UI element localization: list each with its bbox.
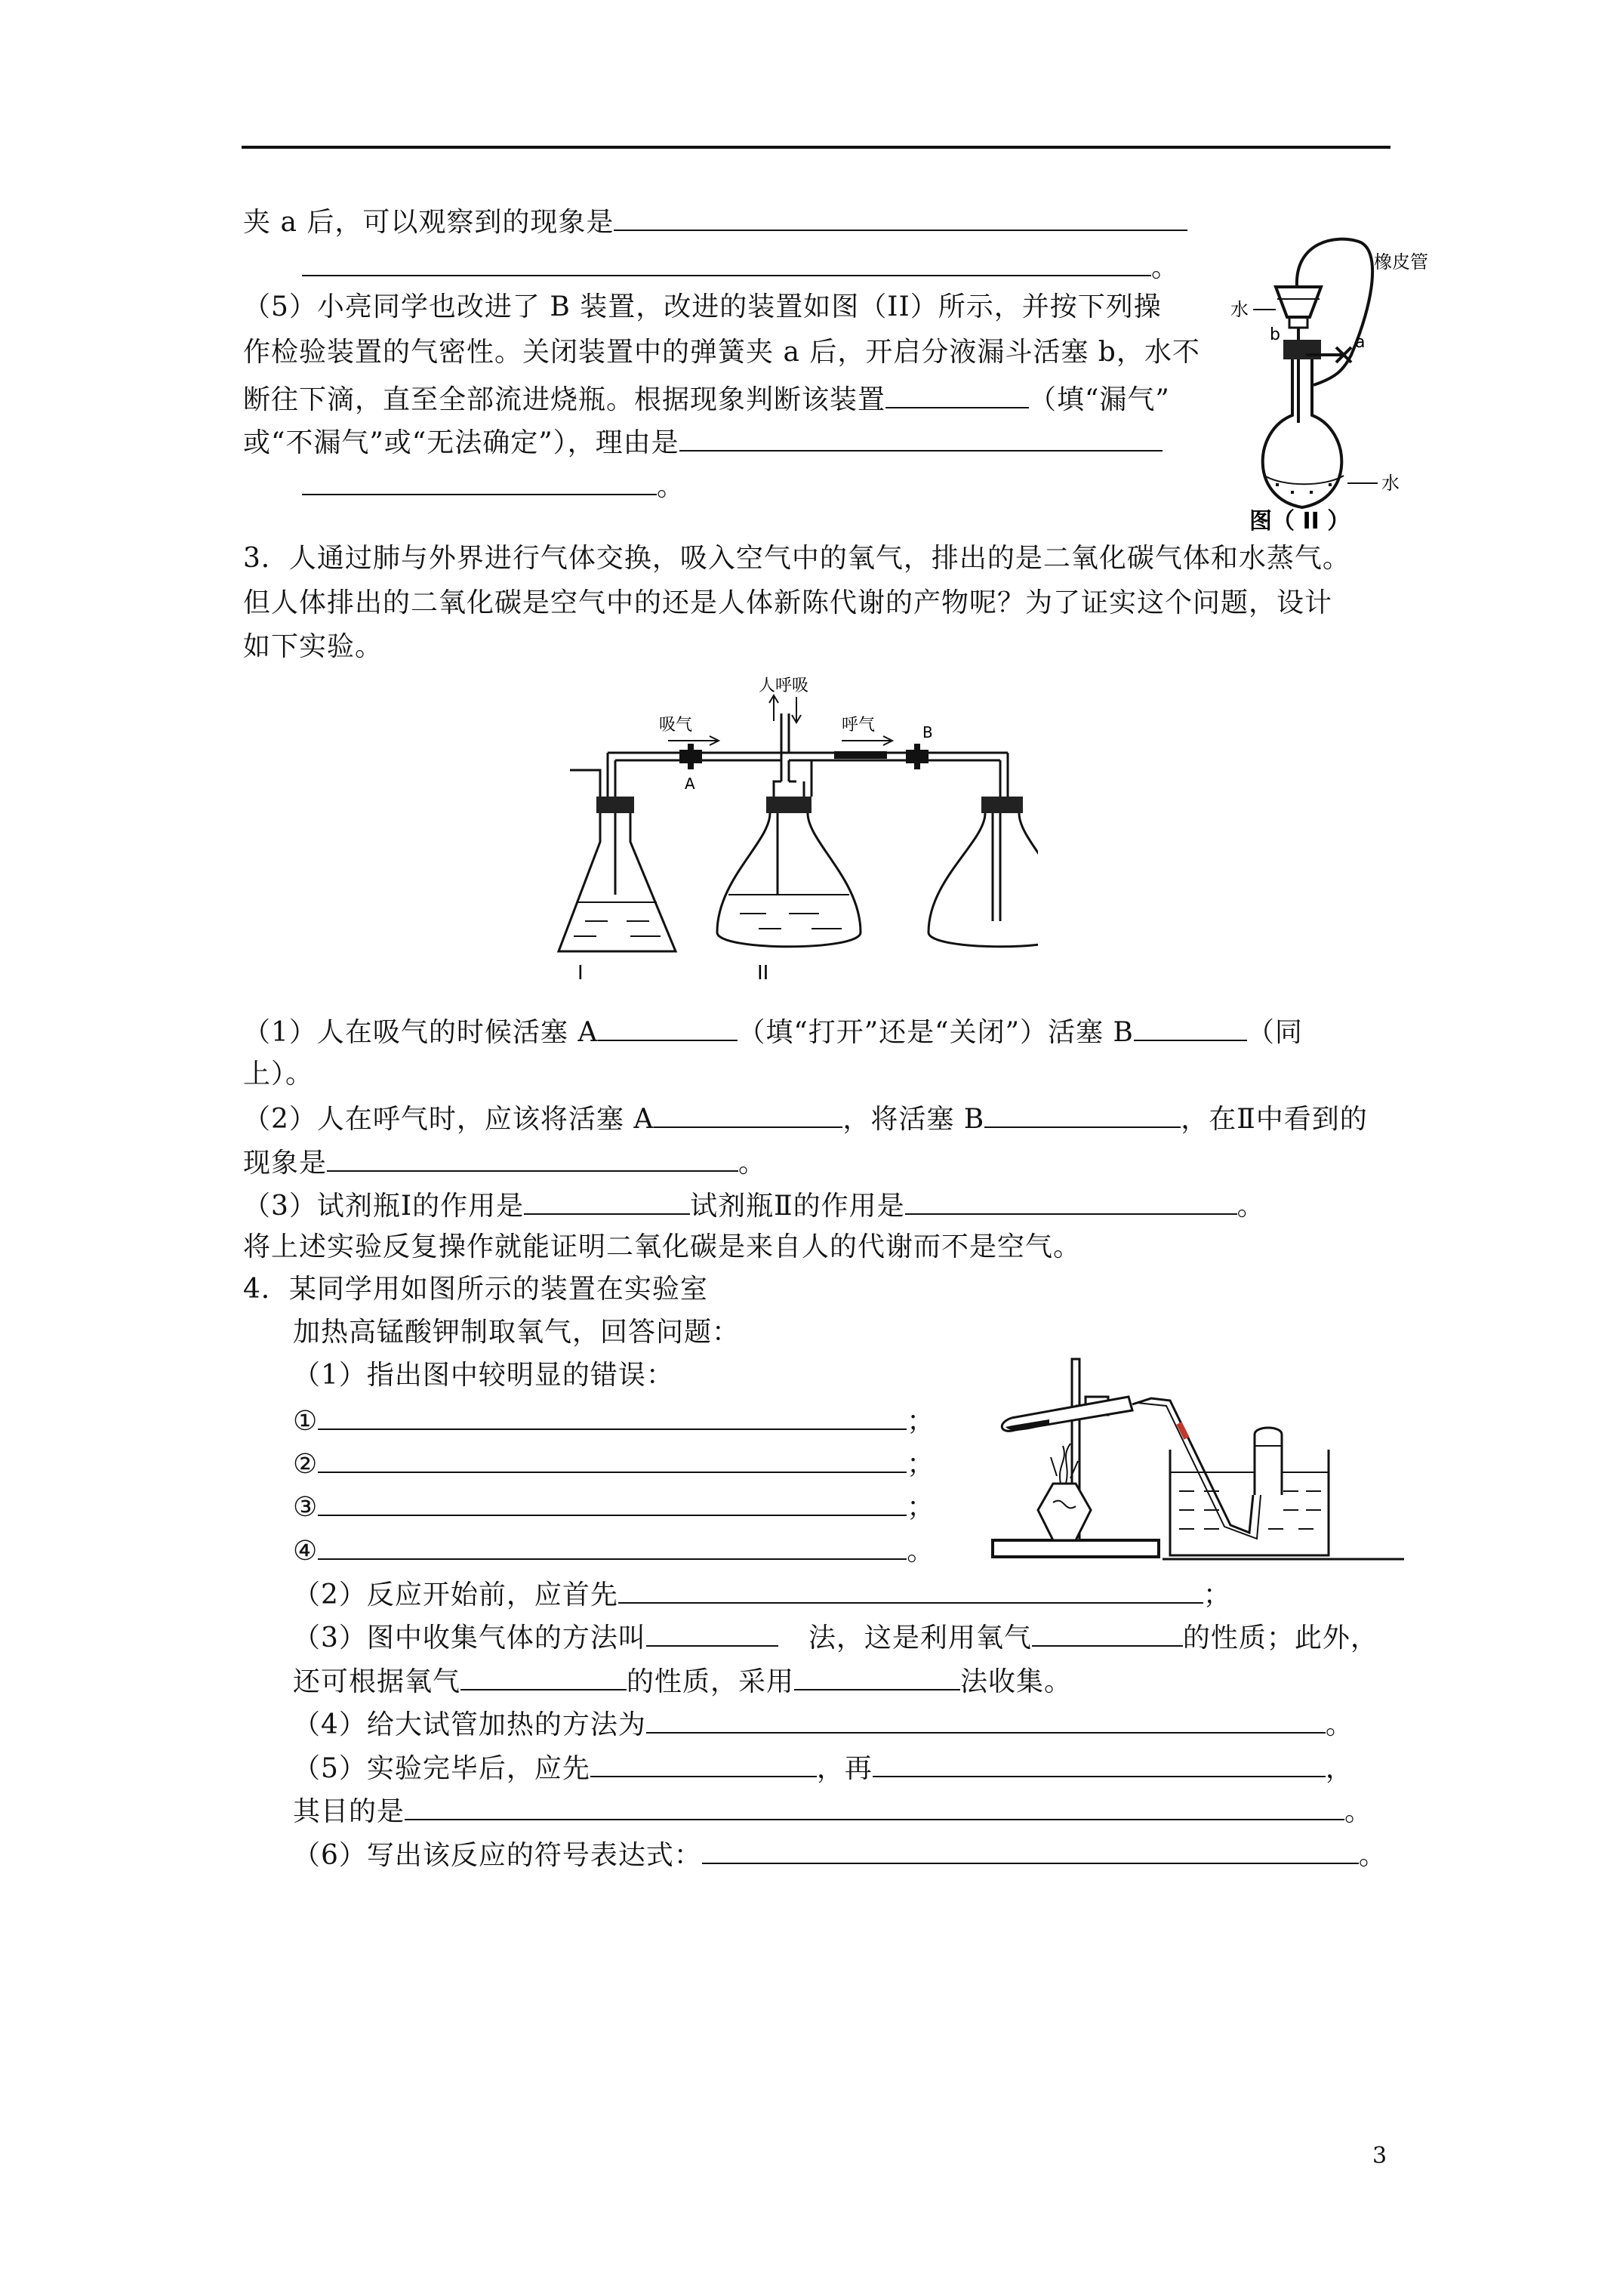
answer-blank[interactable] bbox=[873, 1750, 1326, 1777]
rubber-tube bbox=[1297, 239, 1372, 385]
q4-sub5 bbox=[293, 1750, 1354, 1786]
figure-ii-caption: 图（ II ） bbox=[1249, 508, 1350, 535]
q2-p5-line3-text: 断往下滴，直至全部流进烧瓶。根据现象判断该装置 bbox=[243, 384, 886, 415]
punct: 。 bbox=[738, 1148, 767, 1179]
label-a: a bbox=[1355, 333, 1366, 352]
q3-conclusion: 将上述实验反复操作就能证明二氧化碳是来自人的代谢而不是空气。 bbox=[243, 1231, 1082, 1262]
answer-blank[interactable] bbox=[302, 249, 1151, 276]
circled-2: ② bbox=[293, 1449, 319, 1480]
punct: 。 bbox=[1151, 252, 1180, 283]
flask-iii bbox=[929, 813, 1038, 947]
answer-blank[interactable] bbox=[1032, 1620, 1183, 1647]
q3-sub1-b: （填“打开”还是“关闭”）活塞 B bbox=[738, 1017, 1134, 1048]
flask-i bbox=[559, 813, 676, 951]
label-rubber-tube: 橡皮管 bbox=[1374, 251, 1428, 273]
figure-ii-apparatus bbox=[1223, 227, 1472, 536]
q4-err4 bbox=[293, 1533, 935, 1568]
punct: 。 bbox=[907, 1536, 935, 1567]
stopper-iii bbox=[981, 797, 1023, 813]
q3-line1: 3．人通过肺与外界进行气体交换，吸入空气中的氧气，排出的是二氧化碳气体和水蒸气。 bbox=[243, 543, 1350, 574]
q2-p5-line2: 作检验装置的气密性。关闭装置中的弹簧夹 a 后，开启分液漏斗活塞 b，水不 bbox=[243, 337, 1200, 368]
punct: ； bbox=[907, 1449, 935, 1480]
stand-base bbox=[993, 1540, 1159, 1557]
answer-blank[interactable] bbox=[654, 1101, 842, 1128]
stopcock-b bbox=[1289, 317, 1307, 328]
arrow-up-icon bbox=[769, 695, 778, 721]
label-water-bottom: 水 bbox=[1381, 473, 1400, 494]
q2-line1-text: 夹 a 后，可以观察到的现象是 bbox=[243, 207, 614, 238]
label-flask-i: I bbox=[577, 962, 584, 985]
q3-sub1-cont: 上）。 bbox=[243, 1059, 314, 1089]
q2-p5-line5 bbox=[302, 468, 685, 504]
q4-sub6-a: （6）写出该反应的符号表达式： bbox=[293, 1840, 702, 1871]
q4-sub3 bbox=[293, 1620, 1378, 1655]
q4-sub5-cont bbox=[293, 1793, 1372, 1829]
q4-err3 bbox=[293, 1489, 935, 1524]
label-water-top: 水 bbox=[1230, 299, 1249, 320]
q3-line3: 如下实验。 bbox=[243, 631, 383, 662]
answer-blank[interactable] bbox=[646, 1706, 1326, 1734]
punct: ； bbox=[1203, 1579, 1231, 1610]
answer-blank[interactable] bbox=[984, 1101, 1181, 1128]
q2-line2 bbox=[302, 249, 1179, 285]
q2-line1 bbox=[243, 204, 1187, 239]
q3-sub2-b: ，将活塞 B bbox=[842, 1104, 985, 1135]
figure-oxygen-apparatus bbox=[981, 1351, 1404, 1570]
answer-blank[interactable] bbox=[318, 1533, 907, 1560]
q4-err2 bbox=[293, 1446, 935, 1481]
answer-blank[interactable] bbox=[614, 204, 1187, 231]
label-flask-ii: II bbox=[757, 962, 769, 985]
q4-line1: 4．某同学用如图所示的装置在实验室 bbox=[243, 1274, 708, 1305]
answer-blank[interactable] bbox=[524, 1188, 690, 1215]
q4-sub3-c: 的性质；此外， bbox=[1182, 1623, 1378, 1653]
answer-blank[interactable] bbox=[618, 1576, 1203, 1604]
q3-sub3-a: （3）试剂瓶Ⅰ的作用是 bbox=[243, 1191, 525, 1222]
circled-4: ④ bbox=[293, 1536, 319, 1567]
answer-blank[interactable] bbox=[905, 1188, 1237, 1215]
q2-p5-line3 bbox=[243, 381, 1170, 417]
q3-sub1 bbox=[243, 1014, 1303, 1049]
punct: 。 bbox=[1325, 1709, 1354, 1740]
collecting-bottle bbox=[1255, 1428, 1282, 1495]
answer-blank[interactable] bbox=[327, 1145, 738, 1172]
q2-p5-line1: （5）小亮同学也改进了 B 装置，改进的装置如图（II）所示，并按下列操 bbox=[243, 291, 1162, 322]
answer-blank[interactable] bbox=[302, 468, 657, 495]
stopper bbox=[1283, 340, 1321, 359]
q4-sub4-a: （4）给大试管加热的方法为 bbox=[293, 1709, 646, 1740]
flask-ii bbox=[717, 813, 861, 947]
answer-blank[interactable] bbox=[598, 1014, 738, 1041]
circled-1: ① bbox=[293, 1406, 319, 1437]
label-b: b bbox=[1270, 325, 1280, 344]
q4-line2: 加热高锰酸钾制取氧气，回答问题： bbox=[293, 1317, 741, 1348]
q3-sub2-a: （2）人在呼气时，应该将活塞 A bbox=[243, 1104, 654, 1135]
q2-p5-line4 bbox=[243, 424, 1163, 460]
q4-sub3-d: 还可根据氧气 bbox=[293, 1666, 461, 1697]
label-exhale: 呼气 bbox=[842, 716, 876, 735]
q3-sub1-c: （同 bbox=[1246, 1017, 1303, 1048]
label-human-breathing: 人呼吸 bbox=[759, 676, 809, 695]
arrow-down-icon bbox=[792, 697, 801, 723]
answer-blank[interactable] bbox=[646, 1620, 778, 1647]
stopper-ii bbox=[766, 797, 812, 813]
q3-sub2 bbox=[243, 1101, 1368, 1136]
q3-sub1-a: （1）人在吸气的时候活塞 A bbox=[243, 1017, 599, 1048]
stopper-i bbox=[596, 797, 634, 813]
q2-p5-line3-tail: （填“漏气” bbox=[1029, 384, 1170, 415]
answer-blank[interactable] bbox=[679, 424, 1163, 451]
header-rule bbox=[242, 146, 1390, 149]
q3-sub3-b: 试剂瓶Ⅱ的作用是 bbox=[690, 1191, 905, 1222]
answer-blank[interactable] bbox=[794, 1663, 960, 1690]
q4-sub5-a: （5）实验完毕后，应先 bbox=[293, 1753, 590, 1784]
answer-blank[interactable] bbox=[885, 381, 1029, 408]
punct: ， bbox=[1325, 1753, 1354, 1784]
label-valve-a: A bbox=[685, 775, 695, 793]
q3-sub2-cont bbox=[243, 1145, 766, 1180]
answer-blank[interactable] bbox=[318, 1446, 907, 1473]
q3-sub2-d: 现象是 bbox=[243, 1148, 328, 1179]
q2-p5-line4-text: 或“不漏气”或“无法确定”），理由是 bbox=[243, 427, 679, 458]
alcohol-lamp bbox=[1038, 1484, 1091, 1540]
answer-blank[interactable] bbox=[702, 1837, 1359, 1864]
answer-blank[interactable] bbox=[1134, 1014, 1247, 1041]
punct: 。 bbox=[657, 471, 685, 502]
q3-sub2-c: ，在Ⅱ中看到的 bbox=[1181, 1104, 1368, 1135]
circled-3: ③ bbox=[293, 1492, 319, 1523]
q4-sub3-f: 法收集。 bbox=[960, 1666, 1073, 1697]
q3-line2: 但人体排出的二氧化碳是空气中的还是人体新陈代谢的产物呢？为了证实这个问题，设计 bbox=[243, 587, 1333, 618]
page-number: 3 bbox=[1372, 2143, 1387, 2169]
water-trough bbox=[1170, 1450, 1329, 1555]
punct: 。 bbox=[1344, 1796, 1373, 1827]
q4-sub6 bbox=[293, 1837, 1387, 1872]
figure-breathing-apparatus bbox=[555, 668, 1038, 985]
punct: ； bbox=[907, 1406, 935, 1437]
arrow-right-icon bbox=[842, 736, 892, 745]
label-inhale: 吸气 bbox=[659, 716, 693, 735]
answer-blank[interactable] bbox=[460, 1663, 627, 1690]
q4-sub1: （1）指出图中较明显的错误： bbox=[293, 1360, 674, 1391]
answer-blank[interactable] bbox=[405, 1793, 1344, 1820]
q4-sub4 bbox=[293, 1706, 1354, 1742]
punct: 。 bbox=[1358, 1840, 1387, 1871]
q4-sub3-cont bbox=[293, 1663, 1072, 1699]
q4-sub5-b: ，再 bbox=[816, 1753, 873, 1784]
q4-sub3-a: （3）图中收集气体的方法叫 bbox=[293, 1623, 646, 1653]
answer-blank[interactable] bbox=[318, 1489, 907, 1516]
punct: ； bbox=[907, 1492, 935, 1523]
delivery-tube bbox=[1132, 1398, 1253, 1533]
q4-sub3-e: 的性质，采用 bbox=[627, 1666, 795, 1697]
q4-sub3-b: 法，这是利用氧气 bbox=[808, 1623, 1032, 1653]
q3-sub3 bbox=[243, 1188, 1265, 1223]
q4-sub5-d: 其目的是 bbox=[293, 1796, 405, 1827]
q4-sub2 bbox=[293, 1576, 1231, 1612]
q4-sub2-a: （2）反应开始前，应首先 bbox=[293, 1579, 618, 1610]
answer-blank[interactable] bbox=[318, 1403, 907, 1430]
answer-blank[interactable] bbox=[590, 1750, 817, 1777]
punct: 。 bbox=[1236, 1191, 1265, 1222]
label-valve-b: B bbox=[922, 723, 933, 741]
q4-err1 bbox=[293, 1403, 935, 1438]
separatory-funnel bbox=[1276, 287, 1321, 317]
